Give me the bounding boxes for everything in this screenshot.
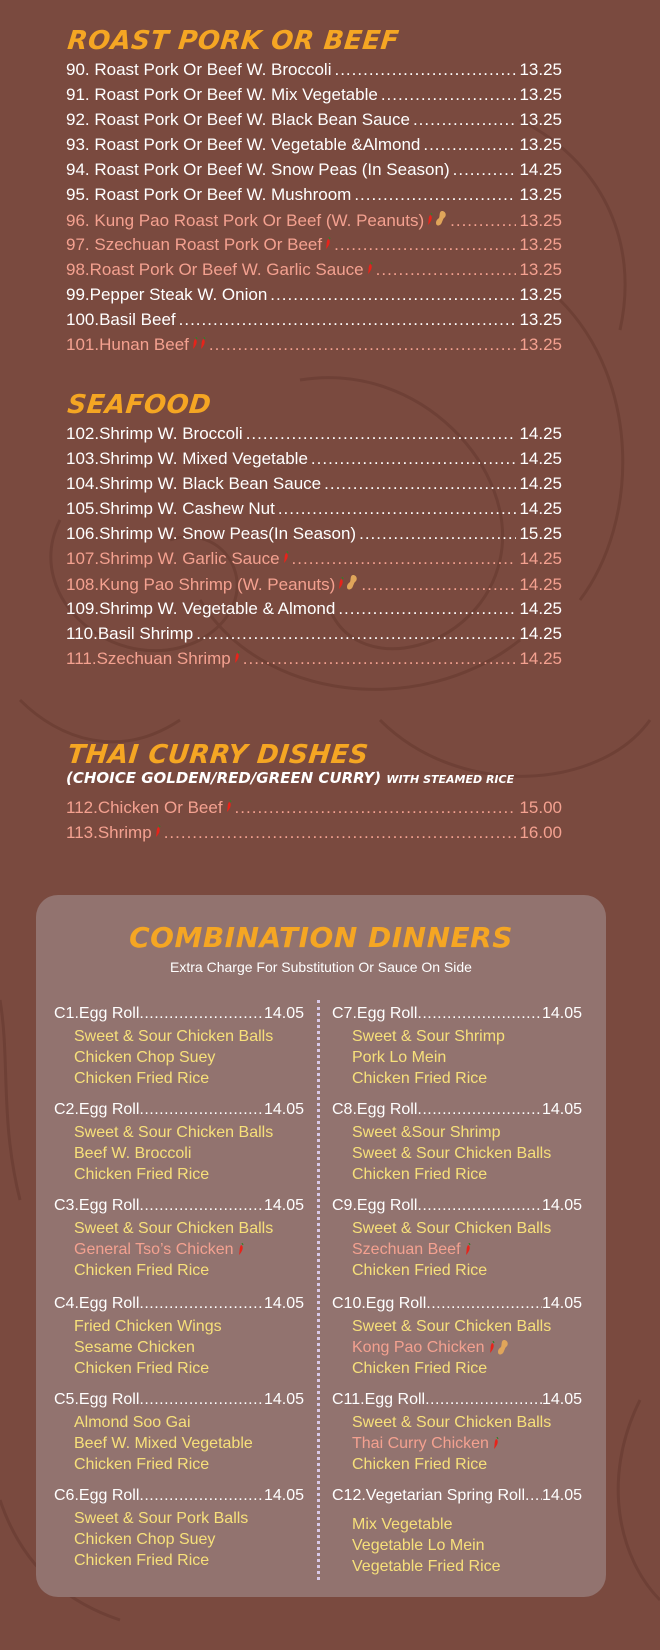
dot-leader xyxy=(423,135,516,155)
combo-item-line-text: Sweet & Sour Chicken Balls xyxy=(74,1027,274,1045)
combo-item-price: 14.05 xyxy=(541,1391,582,1408)
menu-item-row xyxy=(66,235,562,260)
combo-item-line xyxy=(332,1026,582,1047)
menu-item-row xyxy=(66,624,562,649)
curry-list xyxy=(66,798,562,848)
chili-pepper-icon xyxy=(338,577,344,590)
menu-item-row xyxy=(66,260,562,285)
menu-item-name: 100.Basil Beef xyxy=(66,310,176,329)
menu-item-name: 108.Kung Pao Shrimp (W. Peanuts) xyxy=(66,574,336,594)
dot-leader xyxy=(270,285,516,305)
menu-item-price: 13.25 xyxy=(519,285,562,304)
combo-item-line xyxy=(332,1260,582,1281)
combo-item-line xyxy=(54,1047,304,1068)
menu-item-row xyxy=(66,449,562,474)
dot-leader xyxy=(426,1295,542,1313)
menu-item-row xyxy=(66,310,562,335)
combo-item-header xyxy=(54,1005,304,1026)
combo-item-line-text: Chicken Fried Rice xyxy=(74,1261,210,1279)
dot-leader xyxy=(417,1101,542,1119)
dot-leader xyxy=(525,1487,542,1505)
chili-pepper-icon xyxy=(283,551,289,564)
chili-pepper-icon xyxy=(234,651,240,664)
menu-item-price: 13.25 xyxy=(519,185,562,204)
dish-markers xyxy=(465,1243,471,1256)
menu-item-row xyxy=(66,649,562,674)
dish-markers xyxy=(493,1437,499,1450)
combo-item xyxy=(54,1487,304,1571)
combo-item-line xyxy=(332,1358,582,1379)
combo-item-line xyxy=(332,1412,582,1433)
menu-item-name: 109.Shrimp W. Vegetable & Almond xyxy=(66,599,336,618)
menu-item-price: 13.25 xyxy=(519,210,562,230)
dot-leader xyxy=(139,1391,264,1409)
combo-item-line xyxy=(332,1514,582,1535)
combination-box xyxy=(36,895,606,1597)
combo-item-line xyxy=(332,1143,582,1164)
menu-item-row xyxy=(66,285,562,310)
combo-item-line-text: Chicken Fried Rice xyxy=(74,1359,210,1377)
combo-item-price: 14.05 xyxy=(263,1295,304,1312)
menu-item-price: 13.25 xyxy=(519,110,562,129)
combo-item xyxy=(332,1295,582,1379)
menu-item-price: 13.25 xyxy=(519,235,562,254)
menu-item-price: 13.25 xyxy=(519,310,562,329)
curry-section xyxy=(66,740,562,848)
roast-section xyxy=(66,26,562,360)
combo-item-header xyxy=(54,1487,304,1508)
dish-markers xyxy=(238,1243,244,1256)
menu-item-name: 107.Shrimp W. Garlic Sauce xyxy=(66,549,280,568)
combo-item-line xyxy=(332,1122,582,1143)
combo-item-name: C5.Egg Roll xyxy=(54,1391,140,1408)
combo-item-line-text: Vegetable Fried Rice xyxy=(352,1557,501,1575)
combo-item-line-text: Vegetable Lo Mein xyxy=(352,1536,485,1554)
menu-item-row xyxy=(66,424,562,449)
combo-item-line xyxy=(332,1316,582,1337)
combo-item-line-text: Sweet & Sour Chicken Balls xyxy=(352,1413,552,1431)
combo-item-name: C8.Egg Roll xyxy=(332,1101,418,1118)
dot-leader xyxy=(179,310,517,330)
menu-item-name: 97. Szechuan Roast Pork Or Beef xyxy=(66,235,323,254)
dish-markers xyxy=(427,210,447,228)
menu-item-price: 14.25 xyxy=(519,474,562,493)
menu-item-name: 93. Roast Pork Or Beef W. Vegetable &Almond xyxy=(66,135,421,154)
menu-item-price: 14.25 xyxy=(519,499,562,518)
combo-item-line-text: Pork Lo Mein xyxy=(352,1048,447,1066)
dish-markers xyxy=(367,262,373,275)
combo-item-header xyxy=(332,1101,582,1122)
combo-item-header xyxy=(54,1295,304,1316)
curry-subtitle xyxy=(66,768,562,790)
menu-item-row xyxy=(66,549,562,574)
combo-item-price: 14.05 xyxy=(263,1197,304,1214)
combo-item-line xyxy=(54,1026,304,1047)
menu-item-price: 14.25 xyxy=(519,449,562,468)
dot-leader xyxy=(417,1005,542,1023)
combo-item-line-text: Beef W. Mixed Vegetable xyxy=(74,1434,253,1452)
dot-leader xyxy=(139,1101,264,1119)
combo-item-line xyxy=(54,1412,304,1433)
seafood-title: SEAFOOD xyxy=(66,390,213,420)
combo-item-line xyxy=(332,1218,582,1239)
dot-leader xyxy=(292,549,517,569)
dot-leader xyxy=(139,1487,264,1505)
combo-item-line xyxy=(54,1529,304,1550)
combo-item-line-text: Sweet & Sour Chicken Balls xyxy=(352,1219,552,1237)
curry-title: THAI CURRY DISHES xyxy=(66,740,370,770)
dot-leader xyxy=(417,1197,542,1215)
dot-leader xyxy=(361,575,516,595)
dot-leader xyxy=(243,649,517,669)
menu-item-price: 15.25 xyxy=(519,524,562,543)
combo-item-line-text: Thai Curry Chicken xyxy=(352,1434,489,1452)
seafood-list xyxy=(66,424,562,674)
combo-item-price: 14.05 xyxy=(541,1487,582,1504)
menu-item-name: 96. Kung Pao Roast Pork Or Beef (W. Peanuts) xyxy=(66,210,425,230)
combo-item-line-text: Kong Pao Chicken xyxy=(352,1338,485,1356)
combo-item-line-text: Chicken Fried Rice xyxy=(74,1551,210,1569)
menu-item-row xyxy=(66,574,562,599)
combo-divider xyxy=(317,1000,320,1580)
combo-item-header xyxy=(332,1391,582,1412)
combo-item-line-text: Chicken Fried Rice xyxy=(352,1069,488,1087)
combo-item-line-text: Fried Chicken Wings xyxy=(74,1317,222,1335)
menu-item-row xyxy=(66,499,562,524)
menu-item-row xyxy=(66,474,562,499)
combo-item-line xyxy=(332,1454,582,1475)
chili-pepper-icon xyxy=(489,1341,495,1354)
combo-item-line-text: Sweet & Sour Shrimp xyxy=(352,1027,505,1045)
roast-list xyxy=(66,60,562,360)
dot-leader xyxy=(139,1295,264,1313)
combo-item xyxy=(332,1005,582,1089)
menu-item-price: 15.00 xyxy=(519,798,562,817)
menu-item-row xyxy=(66,60,562,85)
menu-item-price: 13.25 xyxy=(519,60,562,79)
menu-item-row xyxy=(66,85,562,110)
dot-leader xyxy=(376,260,517,280)
combo-item xyxy=(54,1197,304,1281)
menu-item-row xyxy=(66,335,562,360)
menu-item-row xyxy=(66,599,562,624)
combo-item-price: 14.05 xyxy=(541,1295,582,1312)
combo-item-line xyxy=(54,1068,304,1089)
menu-item-row xyxy=(66,160,562,185)
dot-leader xyxy=(359,524,516,544)
combo-item-line xyxy=(54,1454,304,1475)
menu-item-name: 105.Shrimp W. Cashew Nut xyxy=(66,499,275,518)
chili-pepper-icon xyxy=(427,213,433,226)
dot-leader xyxy=(209,335,517,355)
combo-item-header xyxy=(332,1005,582,1026)
chili-pepper-icon xyxy=(325,237,331,250)
roast-title: ROAST PORK OR BEEF xyxy=(66,26,401,56)
menu-item-name: 113.Shrimp xyxy=(66,823,152,842)
menu-item-name: 101.Hunan Beef xyxy=(66,335,189,354)
combo-item-line xyxy=(54,1433,304,1454)
menu-item-price: 14.25 xyxy=(519,624,562,643)
peanut-icon xyxy=(435,210,447,228)
menu-item-name: 111.Szechuan Shrimp xyxy=(66,649,231,668)
menu-item-name: 102.Shrimp W. Broccoli xyxy=(66,424,243,443)
curry-subtitle-rice: WITH STEAMED RICE xyxy=(386,773,515,786)
dish-markers xyxy=(325,237,331,250)
menu-item-name: 95. Roast Pork Or Beef W. Mushroom xyxy=(66,185,352,204)
combo-item xyxy=(54,1101,304,1185)
combo-item-header xyxy=(54,1391,304,1412)
combo-item-header xyxy=(332,1197,582,1218)
chili-pepper-icon xyxy=(465,1243,471,1256)
combo-item-line-text: Chicken Fried Rice xyxy=(352,1165,488,1183)
combo-item xyxy=(332,1487,582,1577)
combo-item-line-text: Chicken Chop Suey xyxy=(74,1530,216,1548)
menu-item-price: 14.25 xyxy=(519,574,562,594)
combo-item-name: C2.Egg Roll xyxy=(54,1101,140,1118)
combo-item-line-text: Chicken Fried Rice xyxy=(74,1455,210,1473)
curry-subtitle-main: (CHOICE GOLDEN/RED/GREEN CURRY) xyxy=(66,769,382,787)
combo-item-name: C6.Egg Roll xyxy=(54,1487,140,1504)
combo-item-line-text: Sweet &Sour Shrimp xyxy=(352,1123,501,1141)
menu-item-price: 14.25 xyxy=(519,599,562,618)
combo-item-price: 14.05 xyxy=(541,1101,582,1118)
dot-leader xyxy=(334,235,516,255)
chili-pepper-icon xyxy=(226,800,232,813)
dot-leader xyxy=(334,60,516,80)
combo-title: COMBINATION DINNERS xyxy=(129,921,513,954)
combo-item-name: C12.Vegetarian Spring Roll xyxy=(332,1487,526,1504)
dot-leader xyxy=(324,474,516,494)
dot-leader xyxy=(278,499,517,519)
menu-item-row xyxy=(66,110,562,135)
combo-item-line xyxy=(54,1316,304,1337)
seafood-section xyxy=(66,390,562,674)
dot-leader xyxy=(381,85,517,105)
combo-item xyxy=(54,1391,304,1475)
dot-leader xyxy=(235,798,517,818)
dot-leader xyxy=(196,624,516,644)
dot-leader xyxy=(139,1197,264,1215)
combo-item-price: 14.05 xyxy=(263,1101,304,1118)
combo-item xyxy=(332,1391,582,1475)
combo-item-name: C1.Egg Roll xyxy=(54,1005,140,1022)
dot-leader xyxy=(425,1391,542,1409)
combo-item-line-text: General Tso’s Chicken xyxy=(74,1240,234,1258)
combo-item-line xyxy=(54,1143,304,1164)
dish-markers xyxy=(192,337,206,350)
menu-item-name: 99.Pepper Steak W. Onion xyxy=(66,285,268,304)
menu-item-name: 110.Basil Shrimp xyxy=(66,624,194,643)
dot-leader xyxy=(413,110,517,130)
combo-item-price: 14.05 xyxy=(263,1391,304,1408)
combo-item-name: C11.Egg Roll xyxy=(332,1391,426,1408)
combo-item-line xyxy=(54,1122,304,1143)
combo-item xyxy=(54,1295,304,1379)
combo-item-price: 14.05 xyxy=(541,1005,582,1022)
combo-item-header xyxy=(332,1487,582,1508)
combo-item-header xyxy=(54,1101,304,1122)
combo-item-line-text: Chicken Fried Rice xyxy=(74,1165,210,1183)
combo-item-line xyxy=(54,1337,304,1358)
combo-item-line xyxy=(54,1260,304,1281)
menu-item-price: 14.25 xyxy=(519,649,562,668)
dot-leader xyxy=(453,160,517,180)
dish-markers xyxy=(338,574,358,592)
menu-item-name: 103.Shrimp W. Mixed Vegetable xyxy=(66,449,308,468)
combo-item-line xyxy=(54,1164,304,1185)
dish-markers xyxy=(234,651,240,664)
combo-item-line-text: Mix Vegetable xyxy=(352,1515,453,1533)
combo-item-line xyxy=(54,1239,304,1260)
combo-item-price: 14.05 xyxy=(263,1005,304,1022)
dot-leader xyxy=(311,449,517,469)
menu-item-name: 94. Roast Pork Or Beef W. Snow Peas (In Season) xyxy=(66,160,450,179)
dot-leader xyxy=(450,211,516,231)
menu-item-row xyxy=(66,210,562,235)
menu-item-price: 13.25 xyxy=(519,260,562,279)
menu-item-price: 14.25 xyxy=(519,424,562,443)
combo-item-header xyxy=(332,1295,582,1316)
dot-leader xyxy=(246,424,517,444)
combo-item xyxy=(332,1197,582,1281)
combo-item-line xyxy=(332,1068,582,1089)
combo-item-line xyxy=(332,1239,582,1260)
dot-leader xyxy=(164,823,517,843)
combo-item-name: C4.Egg Roll xyxy=(54,1295,140,1312)
combo-item-line-text: Chicken Fried Rice xyxy=(352,1359,488,1377)
menu-item-row xyxy=(66,524,562,549)
chili-pepper-icon xyxy=(493,1437,499,1450)
menu-item-price: 14.25 xyxy=(519,549,562,568)
combo-item-line xyxy=(54,1218,304,1239)
combo-item-line-text: Beef W. Broccoli xyxy=(74,1144,192,1162)
menu-item-name: 106.Shrimp W. Snow Peas(In Season) xyxy=(66,524,357,543)
combo-item-line-text: Sweet & Sour Chicken Balls xyxy=(74,1219,274,1237)
combo-item-line-text: Szechuan Beef xyxy=(352,1240,461,1258)
dot-leader xyxy=(139,1005,264,1023)
menu-item-name: 98.Roast Pork Or Beef W. Garlic Sauce xyxy=(66,260,364,279)
menu-item-row xyxy=(66,185,562,210)
combo-item-line-text: Sweet & Sour Chicken Balls xyxy=(352,1317,552,1335)
combo-item-line-text: Chicken Fried Rice xyxy=(352,1455,488,1473)
combo-item-line xyxy=(332,1433,582,1454)
combo-item-line xyxy=(332,1047,582,1068)
dish-markers xyxy=(489,1339,509,1357)
dot-leader xyxy=(354,185,516,205)
combo-item-price: 14.05 xyxy=(263,1487,304,1504)
menu-item-name: 91. Roast Pork Or Beef W. Mix Vegetable xyxy=(66,85,378,104)
peanut-icon xyxy=(346,574,358,592)
combo-item-name: C7.Egg Roll xyxy=(332,1005,418,1022)
menu-item-name: 90. Roast Pork Or Beef W. Broccoli xyxy=(66,60,332,79)
dish-markers xyxy=(226,800,232,813)
combo-item-line-text: Sweet & Sour Chicken Balls xyxy=(352,1144,552,1162)
combo-item-name: C3.Egg Roll xyxy=(54,1197,140,1214)
combo-item-line-text: Sweet & Sour Pork Balls xyxy=(74,1509,249,1527)
peanut-icon xyxy=(497,1339,509,1357)
chili-pepper-icon xyxy=(238,1243,244,1256)
menu-item-name: 92. Roast Pork Or Beef W. Black Bean Sauce xyxy=(66,110,410,129)
menu-item-row xyxy=(66,135,562,160)
combo-item-line-text: Chicken Fried Rice xyxy=(74,1069,210,1087)
dot-leader xyxy=(338,599,516,619)
combo-item-price: 14.05 xyxy=(541,1197,582,1214)
combo-item-line xyxy=(54,1508,304,1529)
menu-item-price: 13.25 xyxy=(519,135,562,154)
combo-item-line xyxy=(332,1337,582,1358)
menu-item-name: 112.Chicken Or Beef xyxy=(66,798,223,817)
chili-pepper-icon xyxy=(200,337,206,350)
menu-item-price: 16.00 xyxy=(519,823,562,842)
chili-pepper-icon xyxy=(192,337,198,350)
menu-item-row xyxy=(66,798,562,823)
combo-item-line-text: Chicken Fried Rice xyxy=(352,1261,488,1279)
combo-item-line xyxy=(332,1164,582,1185)
combo-item-line xyxy=(332,1535,582,1556)
menu-item-price: 13.25 xyxy=(519,85,562,104)
combo-item-name: C10.Egg Roll xyxy=(332,1295,427,1312)
combo-item-line-text: Sweet & Sour Chicken Balls xyxy=(74,1123,274,1141)
combo-item-line xyxy=(54,1358,304,1379)
combo-item-line-text: Sesame Chicken xyxy=(74,1338,195,1356)
chili-pepper-icon xyxy=(155,825,161,838)
menu-item-price: 13.25 xyxy=(519,335,562,354)
chili-pepper-icon xyxy=(367,262,373,275)
combo-item-line-text: Chicken Chop Suey xyxy=(74,1048,216,1066)
combo-item-line xyxy=(54,1550,304,1571)
menu-item-row xyxy=(66,823,562,848)
menu-item-name: 104.Shrimp W. Black Bean Sauce xyxy=(66,474,322,493)
dish-markers xyxy=(283,551,289,564)
dish-markers xyxy=(155,825,161,838)
combo-subtitle: Extra Charge For Substitution Or Sauce On Side xyxy=(170,959,472,975)
menu-item-price: 14.25 xyxy=(519,160,562,179)
combo-item xyxy=(332,1101,582,1185)
combo-item-name: C9.Egg Roll xyxy=(332,1197,418,1214)
combo-item-line-text: Almond Soo Gai xyxy=(74,1413,191,1431)
combo-item-line xyxy=(332,1556,582,1577)
combo-item-header xyxy=(54,1197,304,1218)
combo-item xyxy=(54,1005,304,1089)
